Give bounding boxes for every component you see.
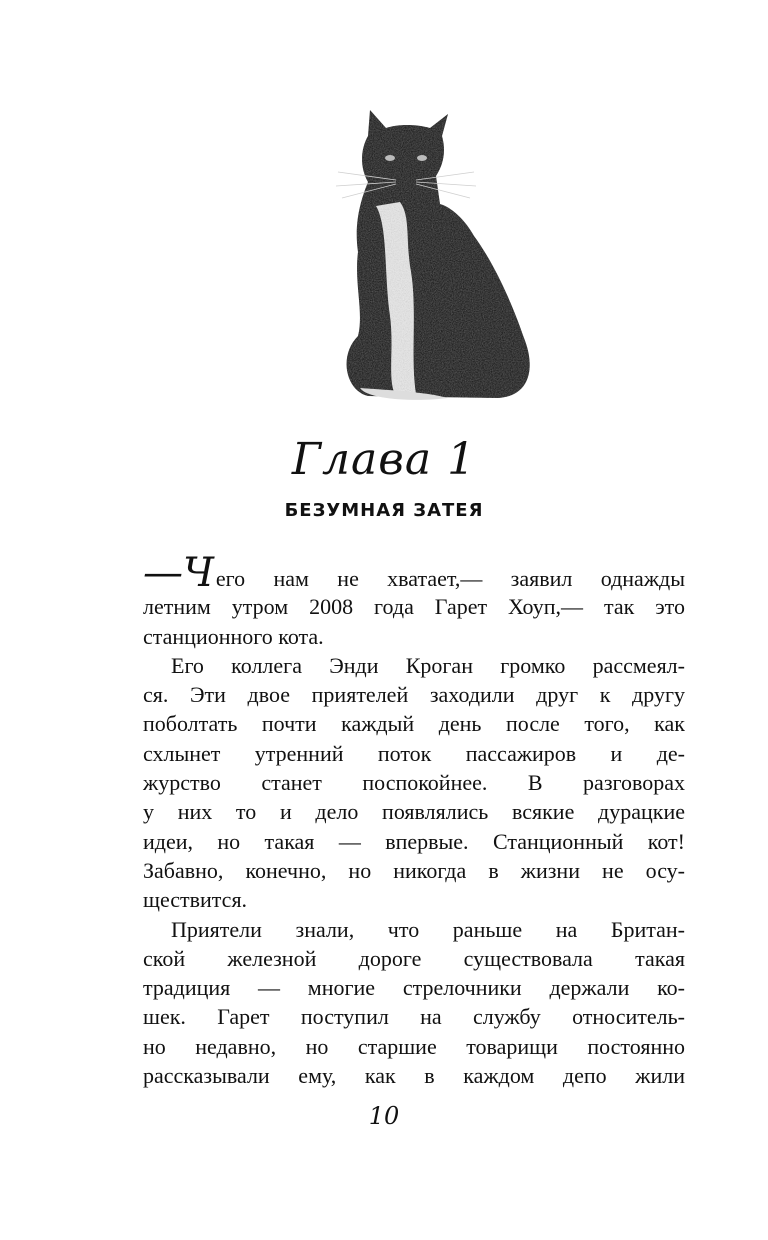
text-line: схлынет утренний поток пассажиров и де- — [143, 740, 685, 766]
dropcap: —Ч — [143, 550, 214, 596]
text-line: Приятели знали, что раньше на Британ- — [171, 916, 685, 942]
text-line: ся. Эти двое приятелей заходили друг к другу — [143, 682, 685, 708]
text-line: летним утром 2008 года Гарет Хоуп,— так это — [143, 594, 685, 620]
text-line: станционного кота. — [143, 623, 324, 649]
text-line: журство станет поспокойнее. В разговорах — [143, 770, 685, 796]
text-line: рассказывали ему, как в каждом депо жили — [143, 1063, 685, 1089]
text-line: поболтать почти каждый день после того, как — [143, 711, 685, 737]
chapter-subtitle: БЕЗУМНАЯ ЗАТЕЯ — [284, 500, 484, 521]
body-text — [143, 550, 685, 1090]
text-line: идеи, но такая — впервые. Станционный кот! — [143, 828, 685, 854]
cat-illustration — [298, 106, 538, 410]
chapter-title: Глава 1 — [291, 434, 477, 485]
text-line: у них то и дело появлялись всякие дурацкие — [143, 799, 685, 825]
text-line: шек. Гарет поступил на службу относитель- — [143, 1004, 685, 1030]
text-line: ской железной дороге существовала такая — [143, 945, 685, 971]
cat-eye-right — [417, 155, 427, 161]
cat-fur-texture — [347, 110, 530, 398]
text-line: но недавно, но старшие товарищи постоянно — [143, 1033, 685, 1059]
text-line: ществится. — [143, 887, 248, 913]
text-line: Забавно, конечно, но никогда в жизни не осу- — [143, 857, 685, 883]
text-line: традиция — многие стрелочники держали ко- — [143, 975, 685, 1001]
cat-eye-left — [385, 155, 395, 161]
text-line: Его коллега Энди Кроган громко рассмеял- — [171, 652, 685, 678]
text-line: —Чего нам не хватает,— заявил однажды — [143, 550, 685, 596]
page-number: 10 — [368, 1102, 400, 1130]
